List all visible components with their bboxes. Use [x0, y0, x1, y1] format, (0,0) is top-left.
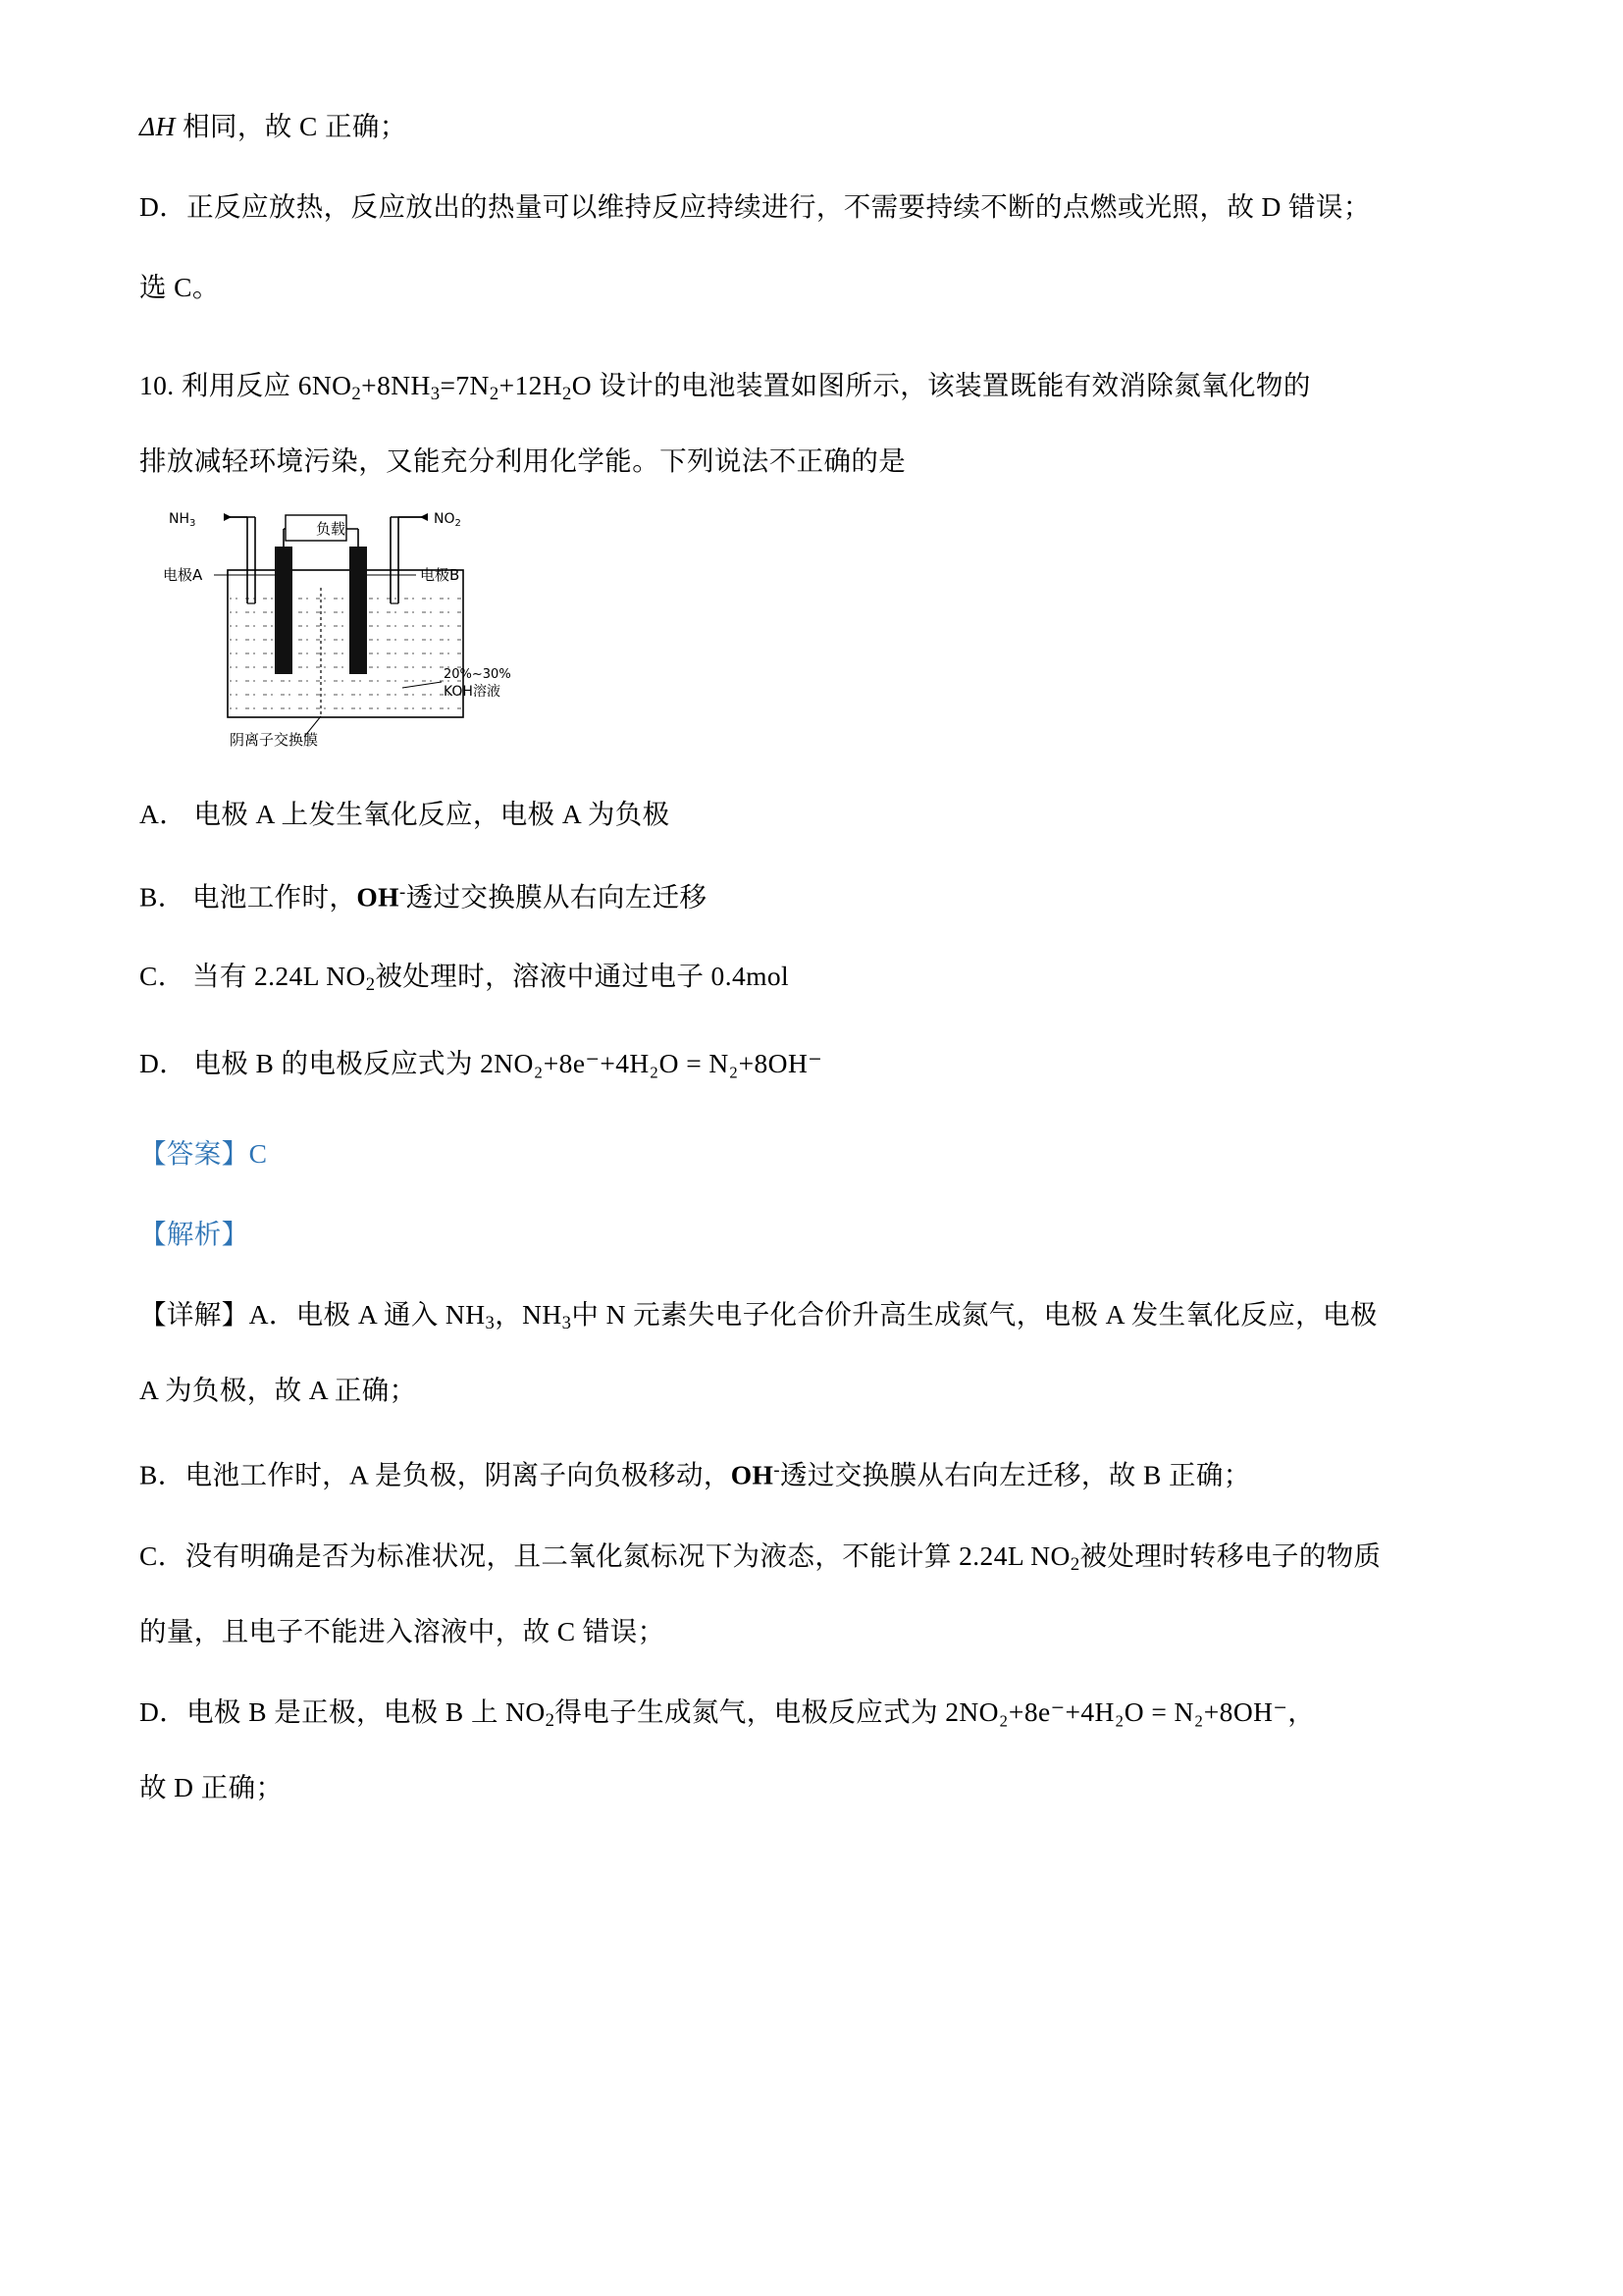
analysis-b-line [139, 1438, 1484, 1507]
svg-text:负载: 负载 [316, 520, 346, 539]
analysis-a-sub1: 3 [485, 1313, 496, 1334]
analysis-b-oh: OH [730, 1459, 774, 1490]
question-stem-part5: O 设计的电池装置如图所示，该装置既能有效消除氮氧化物的 [571, 370, 1311, 400]
analysis-a-pre: A．电极 A 通入 NH [248, 1298, 486, 1330]
stem-sub-4: 2 [562, 384, 572, 405]
analysis-b-oh-charge: - [773, 1460, 780, 1482]
analysis-c-pre: C．没有明确是否为标准状况，且二氧化氮标况下为液态，不能计算 2.24L NO [139, 1539, 1071, 1571]
analysis-c-post: 被处理时转移电子的物质 [1079, 1539, 1382, 1571]
stem-sub-1: 2 [351, 384, 362, 405]
paragraph-option-d-explain: D．正反应放热，反应放出的热量可以维持反应持续进行，不需要持续不断的点燃或光照，故 D 错误； [139, 191, 1371, 222]
question-stem-part2: +8NH [361, 370, 431, 400]
analysis-c-sub: 2 [1070, 1553, 1080, 1575]
option-c-sub: 2 [365, 973, 376, 995]
svg-text:电极A: 电极A [163, 566, 203, 585]
document-content [139, 94, 1484, 1836]
stem-sub-3: 2 [489, 384, 499, 405]
option-b-oh: OH [356, 881, 399, 913]
analysis-a-sub2: 3 [561, 1313, 572, 1334]
option-c-text-pre: 当有 2.24L NO [191, 960, 366, 991]
answer-row [139, 1122, 1484, 1186]
option-b-key: B． [139, 881, 185, 913]
svg-text:20%~30%: 20%~30% [444, 667, 511, 683]
analysis-a-line1 [139, 1282, 1484, 1356]
paragraph-select-c: 选 C。 [139, 272, 220, 302]
analysis-d-line2: 故 D 正确； [139, 1771, 284, 1802]
option-b-text-pre: 电池工作时， [191, 881, 357, 913]
delta-h-tail: 相同，故 C 正确； [183, 111, 407, 141]
option-d [139, 1031, 1484, 1096]
delta-h-symbol: ΔH [139, 111, 176, 141]
answer-value: C [248, 1137, 268, 1169]
option-c-text-post: 被处理时，溶液中通过电子 0.4mol [375, 960, 790, 991]
analysis-d-mid: 得电子生成氮气，电极反应式为 2NO₂+8e⁻+4H₂O = N₂+8OH⁻， [554, 1696, 1316, 1727]
svg-text:NH3: $NH_3$ [169, 511, 196, 530]
battery-device-figure [157, 509, 707, 764]
answer-label: 【答案】 [139, 1137, 249, 1169]
analysis-a-mid: ，NH [495, 1298, 562, 1330]
svg-text:阴离子交换膜: 阴离子交换膜 [230, 731, 319, 750]
analysis-b-pre: B．电池工作时，A 是负极，阴离子向负极移动， [139, 1459, 731, 1490]
analysis-c-line2: 的量，且电子不能进入溶液中，故 C 错误； [139, 1615, 665, 1646]
analysis-c-line1 [139, 1524, 1484, 1597]
analysis-a-post: 中 N 元素失电子化合价升高生成氮气，电极 A 发生氧化反应，电极 [571, 1298, 1378, 1330]
question-number: 10. [139, 370, 175, 400]
option-a-key: A． [139, 799, 187, 830]
option-b-text-post: 透过交换膜从右向左迁移 [405, 881, 707, 913]
analysis-b-post: 透过交换膜从右向左迁移，故 B 正确； [779, 1459, 1251, 1490]
question-stem-line2: 排放减轻环境污染，又能充分利用化学能。下列说法不正确的是 [139, 445, 907, 477]
option-a-text: 电极 A 上发生氧化反应，电极 A 为负极 [193, 799, 670, 830]
svg-text:KOH溶液: KOH溶液 [444, 684, 500, 701]
option-a [139, 782, 1484, 847]
stem-sub-2: 3 [430, 384, 441, 405]
battery-device-diagram [157, 509, 707, 755]
analysis-label: 【解析】 [139, 1218, 249, 1249]
question-stem-part1: 利用反应 6NO [181, 370, 352, 400]
analysis-a-line2: A 为负极，故 A 正确； [139, 1375, 417, 1406]
option-d-text: 电极 B 的电极反应式为 2NO₂+8e⁻+4H₂O = N₂+8OH⁻ [193, 1047, 823, 1078]
option-b-oh-charge: - [398, 882, 406, 904]
analysis-d-line1 [139, 1680, 1484, 1753]
question-stem-part4: +12H [498, 370, 563, 400]
option-d-key: D． [139, 1047, 187, 1078]
question-stem-part3: =7N [440, 370, 490, 400]
detail-label: 【详解】 [139, 1298, 249, 1330]
paragraph-delta-h [139, 94, 1484, 159]
option-c-key: C． [139, 960, 185, 991]
svg-text:电极B: 电极B [420, 566, 460, 585]
option-c [139, 944, 1484, 1018]
question-stem-line1 [139, 353, 1484, 427]
analysis-d-pre: D．电极 B 是正极，电极 B 上 NO [139, 1696, 546, 1727]
analysis-d-sub: 2 [545, 1709, 555, 1731]
option-b [139, 861, 1484, 929]
svg-text:NO2: $NO_2$ [434, 511, 461, 530]
